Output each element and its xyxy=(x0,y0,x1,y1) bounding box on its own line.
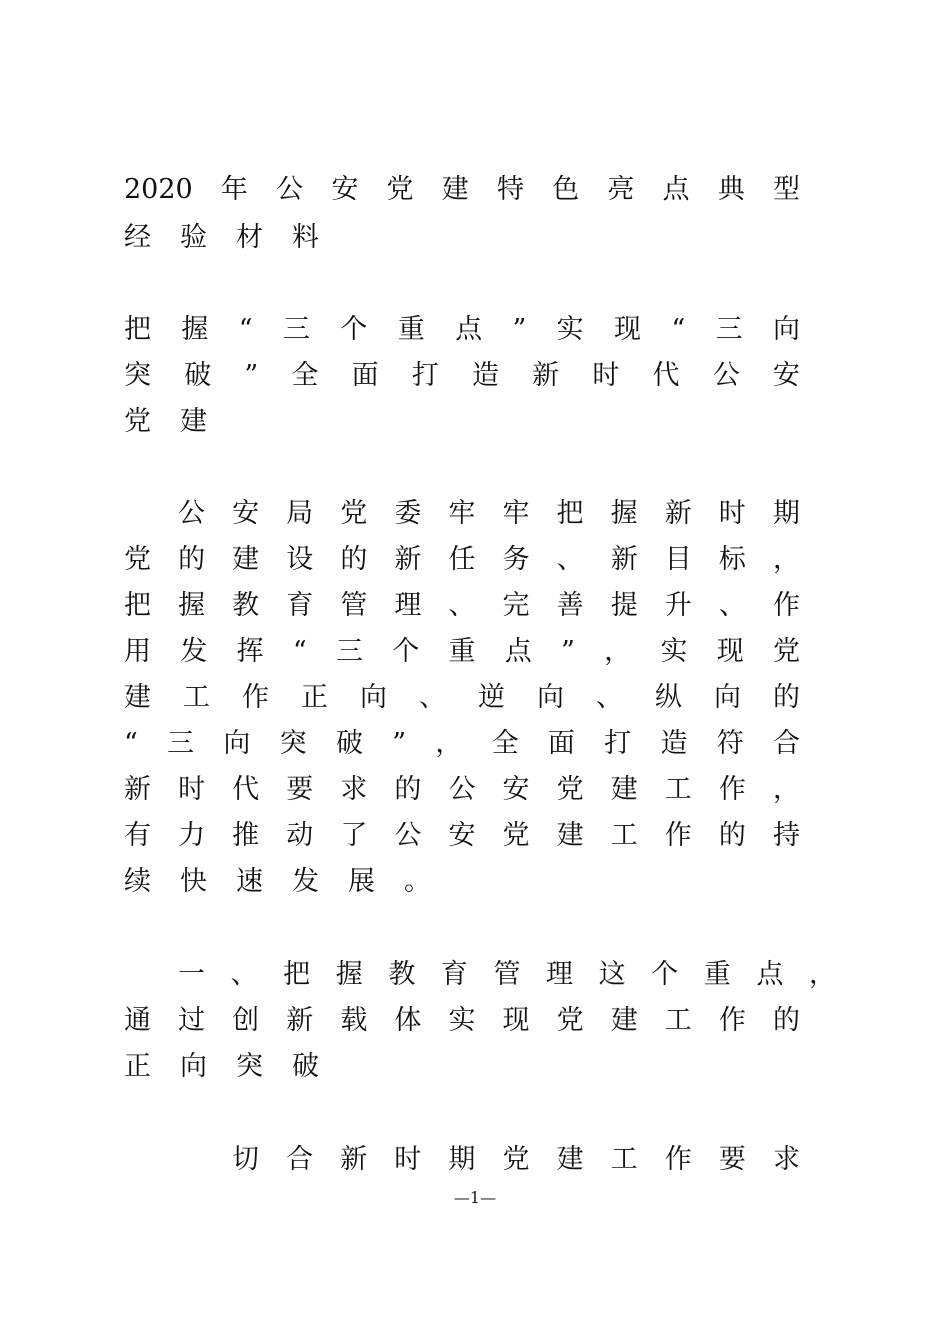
glyph: 持 xyxy=(772,820,800,851)
glyph: 安 xyxy=(502,774,530,805)
glyph: 建 xyxy=(610,774,638,805)
paragraph-line xyxy=(124,865,800,899)
glyph: ， xyxy=(772,774,800,805)
glyph: 新 xyxy=(610,544,638,575)
glyph: 料 xyxy=(292,222,319,253)
glyph: ， xyxy=(808,959,836,990)
glyph: 要 xyxy=(286,774,314,805)
glyph: 三 xyxy=(282,314,310,345)
glyph: 亮 xyxy=(607,174,635,205)
glyph: 的 xyxy=(340,544,368,575)
glyph: 握 xyxy=(178,590,206,621)
glyph: 安 xyxy=(331,174,359,205)
glyph: 新 xyxy=(124,774,151,805)
glyph: 设 xyxy=(286,544,314,575)
subtitle-line xyxy=(124,359,800,393)
glyph: 党 xyxy=(124,544,151,575)
subtitle-line xyxy=(124,313,800,347)
glyph: 发 xyxy=(180,636,208,667)
glyph: 时 xyxy=(718,498,746,529)
glyph: 突 xyxy=(124,360,151,391)
glyph: 现 xyxy=(716,636,744,667)
glyph: 党 xyxy=(124,406,151,437)
glyph: 公 xyxy=(178,498,205,529)
paragraph-line xyxy=(232,1143,800,1177)
glyph: 时 xyxy=(394,1144,422,1175)
glyph: 正 xyxy=(124,1051,151,1082)
glyph: 握 xyxy=(610,498,638,529)
glyph: 期 xyxy=(448,1144,476,1175)
glyph: “ xyxy=(238,314,253,345)
glyph: 新 xyxy=(286,1005,314,1036)
glyph: 创 xyxy=(232,1005,260,1036)
glyph: 时 xyxy=(592,360,620,391)
glyph: 把 xyxy=(124,314,151,345)
glyph: 典 xyxy=(717,174,745,205)
glyph: 经 xyxy=(124,222,151,253)
glyph: 建 xyxy=(610,1005,638,1036)
glyph: 工 xyxy=(610,1144,638,1175)
glyph: 。 xyxy=(404,866,431,897)
glyph: 展 xyxy=(348,866,375,897)
glyph: 工 xyxy=(664,774,692,805)
glyph: 实 xyxy=(556,314,584,345)
paragraph-line xyxy=(124,819,800,853)
glyph: 重 xyxy=(397,314,425,345)
glyph: 育 xyxy=(286,590,314,621)
glyph: 正 xyxy=(301,682,328,713)
glyph: 特 xyxy=(496,174,524,205)
glyph: 工 xyxy=(183,682,210,713)
glyph: 工 xyxy=(664,1005,692,1036)
glyph: 色 xyxy=(552,174,580,205)
glyph: 2020 xyxy=(124,174,193,205)
glyph: 牢 xyxy=(448,498,476,529)
glyph: 建 xyxy=(180,406,207,437)
glyph: 逆 xyxy=(478,682,505,713)
glyph: ， xyxy=(604,636,632,667)
section-heading-line xyxy=(124,1004,800,1038)
glyph: ， xyxy=(772,544,800,575)
glyph: 、 xyxy=(596,682,623,713)
glyph: 用 xyxy=(124,636,151,667)
glyph: 切 xyxy=(232,1144,259,1175)
glyph: 破 xyxy=(335,728,363,759)
glyph: 重 xyxy=(703,959,731,990)
glyph: 向 xyxy=(180,1051,207,1082)
glyph: 三 xyxy=(715,314,743,345)
glyph: 合 xyxy=(773,728,800,759)
glyph: 了 xyxy=(340,820,368,851)
glyph: 把 xyxy=(556,498,584,529)
glyph: 管 xyxy=(493,959,521,990)
glyph: 点 xyxy=(455,314,483,345)
subtitle-line xyxy=(124,405,800,439)
glyph: 的 xyxy=(718,820,746,851)
glyph: 推 xyxy=(232,820,260,851)
paragraph-line xyxy=(124,635,800,669)
glyph: 实 xyxy=(448,1005,476,1036)
glyph: 重 xyxy=(448,636,476,667)
glyph: 建 xyxy=(556,820,584,851)
glyph: 理 xyxy=(394,590,422,621)
paragraph-line xyxy=(124,773,800,807)
glyph: 教 xyxy=(388,959,416,990)
glyph: 建 xyxy=(232,544,260,575)
glyph: 务 xyxy=(502,544,530,575)
glyph: 动 xyxy=(286,820,314,851)
glyph: 过 xyxy=(178,1005,206,1036)
paragraph-line xyxy=(124,727,800,761)
glyph: 完 xyxy=(502,590,530,621)
glyph: 破 xyxy=(184,360,212,391)
glyph: 点 xyxy=(756,959,784,990)
glyph: 要 xyxy=(718,1144,746,1175)
glyph: 面 xyxy=(351,360,379,391)
glyph: 升 xyxy=(664,590,692,621)
glyph: 向 xyxy=(772,314,800,345)
glyph: 牢 xyxy=(502,498,530,529)
glyph: 、 xyxy=(556,544,584,575)
glyph: 求 xyxy=(340,774,368,805)
page-number: —1— xyxy=(453,1188,497,1207)
glyph: 党 xyxy=(773,636,800,667)
section-heading-line xyxy=(124,1050,800,1084)
glyph: 续 xyxy=(124,866,151,897)
paragraph-line xyxy=(124,589,800,623)
glyph: 一 xyxy=(178,959,205,990)
glyph: 安 xyxy=(772,360,800,391)
glyph: 纵 xyxy=(655,682,682,713)
glyph: ” xyxy=(561,636,575,667)
glyph: 符 xyxy=(716,728,744,759)
glyph: 新 xyxy=(664,498,692,529)
glyph: “ xyxy=(671,314,686,345)
glyph: 、 xyxy=(230,959,258,990)
glyph: 个 xyxy=(340,314,368,345)
glyph: 新 xyxy=(340,1144,368,1175)
glyph: 管 xyxy=(340,590,368,621)
glyph: 党 xyxy=(502,820,530,851)
glyph: 公 xyxy=(448,774,476,805)
glyph: 造 xyxy=(660,728,688,759)
glyph: 作 xyxy=(718,774,746,805)
glyph: 把 xyxy=(283,959,311,990)
glyph: 作 xyxy=(772,590,800,621)
section-heading-line xyxy=(178,958,836,992)
glyph: 时 xyxy=(178,774,206,805)
glyph: 这 xyxy=(598,959,626,990)
glyph: 向 xyxy=(360,682,387,713)
glyph: 建 xyxy=(556,1144,584,1175)
glyph: 体 xyxy=(394,1005,422,1036)
glyph: 的 xyxy=(772,1005,800,1036)
glyph: 握 xyxy=(335,959,363,990)
paragraph-line xyxy=(124,543,800,577)
glyph: 突 xyxy=(236,1051,263,1082)
glyph: 新 xyxy=(532,360,560,391)
glyph: 通 xyxy=(124,1005,151,1036)
glyph: 党 xyxy=(386,174,414,205)
glyph: ” xyxy=(512,314,527,345)
glyph: 党 xyxy=(340,498,368,529)
glyph: “ xyxy=(124,728,138,759)
glyph: 目 xyxy=(664,544,692,575)
glyph: 合 xyxy=(286,1144,314,1175)
glyph: 向 xyxy=(714,682,741,713)
glyph: 实 xyxy=(660,636,688,667)
paragraph-line xyxy=(124,681,800,715)
glyph: 求 xyxy=(772,1144,800,1175)
title-line xyxy=(124,173,800,207)
glyph: ， xyxy=(435,728,463,759)
glyph: 把 xyxy=(124,590,151,621)
glyph: 委 xyxy=(394,498,422,529)
glyph: 作 xyxy=(718,1005,746,1036)
glyph: 期 xyxy=(772,498,800,529)
glyph: 速 xyxy=(236,866,263,897)
glyph: 育 xyxy=(440,959,468,990)
glyph: “ xyxy=(292,636,307,667)
paragraph-line xyxy=(178,497,800,531)
glyph: 公 xyxy=(712,360,740,391)
glyph: 任 xyxy=(448,544,476,575)
glyph: 工 xyxy=(610,820,638,851)
glyph: 载 xyxy=(340,1005,368,1036)
glyph: 现 xyxy=(614,314,641,345)
glyph: 造 xyxy=(471,360,499,391)
glyph: 作 xyxy=(664,1144,692,1175)
glyph: 三 xyxy=(335,636,363,667)
glyph: 代 xyxy=(232,774,260,805)
glyph: ” xyxy=(244,360,259,391)
glyph: 突 xyxy=(279,728,307,759)
glyph: 建 xyxy=(124,682,151,713)
glyph: 的 xyxy=(178,544,206,575)
glyph: 握 xyxy=(181,314,209,345)
glyph: 教 xyxy=(232,590,260,621)
glyph: 全 xyxy=(291,360,319,391)
glyph: 作 xyxy=(242,682,269,713)
glyph: 面 xyxy=(547,728,575,759)
glyph: 个 xyxy=(392,636,420,667)
glyph: 打 xyxy=(411,360,439,391)
glyph: 现 xyxy=(502,1005,530,1036)
glyph: 个 xyxy=(651,959,679,990)
glyph: 快 xyxy=(180,866,207,897)
glyph: 破 xyxy=(292,1051,319,1082)
glyph: 理 xyxy=(546,959,574,990)
glyph: 、 xyxy=(419,682,446,713)
glyph: 建 xyxy=(441,174,469,205)
glyph: 材 xyxy=(236,222,263,253)
glyph: 年 xyxy=(220,174,248,205)
glyph: 力 xyxy=(178,820,206,851)
glyph: 安 xyxy=(448,820,476,851)
glyph: 党 xyxy=(556,1005,584,1036)
glyph: 标 xyxy=(718,544,746,575)
glyph: 公 xyxy=(276,174,304,205)
glyph: 全 xyxy=(491,728,519,759)
glyph: 点 xyxy=(662,174,690,205)
glyph: 型 xyxy=(772,174,800,205)
glyph: 代 xyxy=(652,360,680,391)
glyph: 、 xyxy=(718,590,746,621)
glyph: 挥 xyxy=(236,636,264,667)
glyph: 三 xyxy=(167,728,195,759)
glyph: 向 xyxy=(223,728,251,759)
glyph: 新 xyxy=(394,544,422,575)
glyph: 的 xyxy=(773,682,800,713)
glyph: 向 xyxy=(537,682,564,713)
glyph: 党 xyxy=(502,1144,530,1175)
glyph: 作 xyxy=(664,820,692,851)
glyph: 公 xyxy=(394,820,422,851)
title-line xyxy=(124,221,800,255)
glyph: 打 xyxy=(604,728,632,759)
glyph: 善 xyxy=(556,590,584,621)
glyph: 点 xyxy=(504,636,532,667)
glyph: 局 xyxy=(286,498,314,529)
glyph: 安 xyxy=(232,498,260,529)
glyph: ” xyxy=(392,728,407,759)
glyph: 党 xyxy=(556,774,584,805)
glyph: 发 xyxy=(292,866,319,897)
glyph: 、 xyxy=(448,590,476,621)
glyph: 的 xyxy=(394,774,422,805)
glyph: 有 xyxy=(124,820,151,851)
glyph: 提 xyxy=(610,590,638,621)
glyph: 验 xyxy=(180,222,207,253)
